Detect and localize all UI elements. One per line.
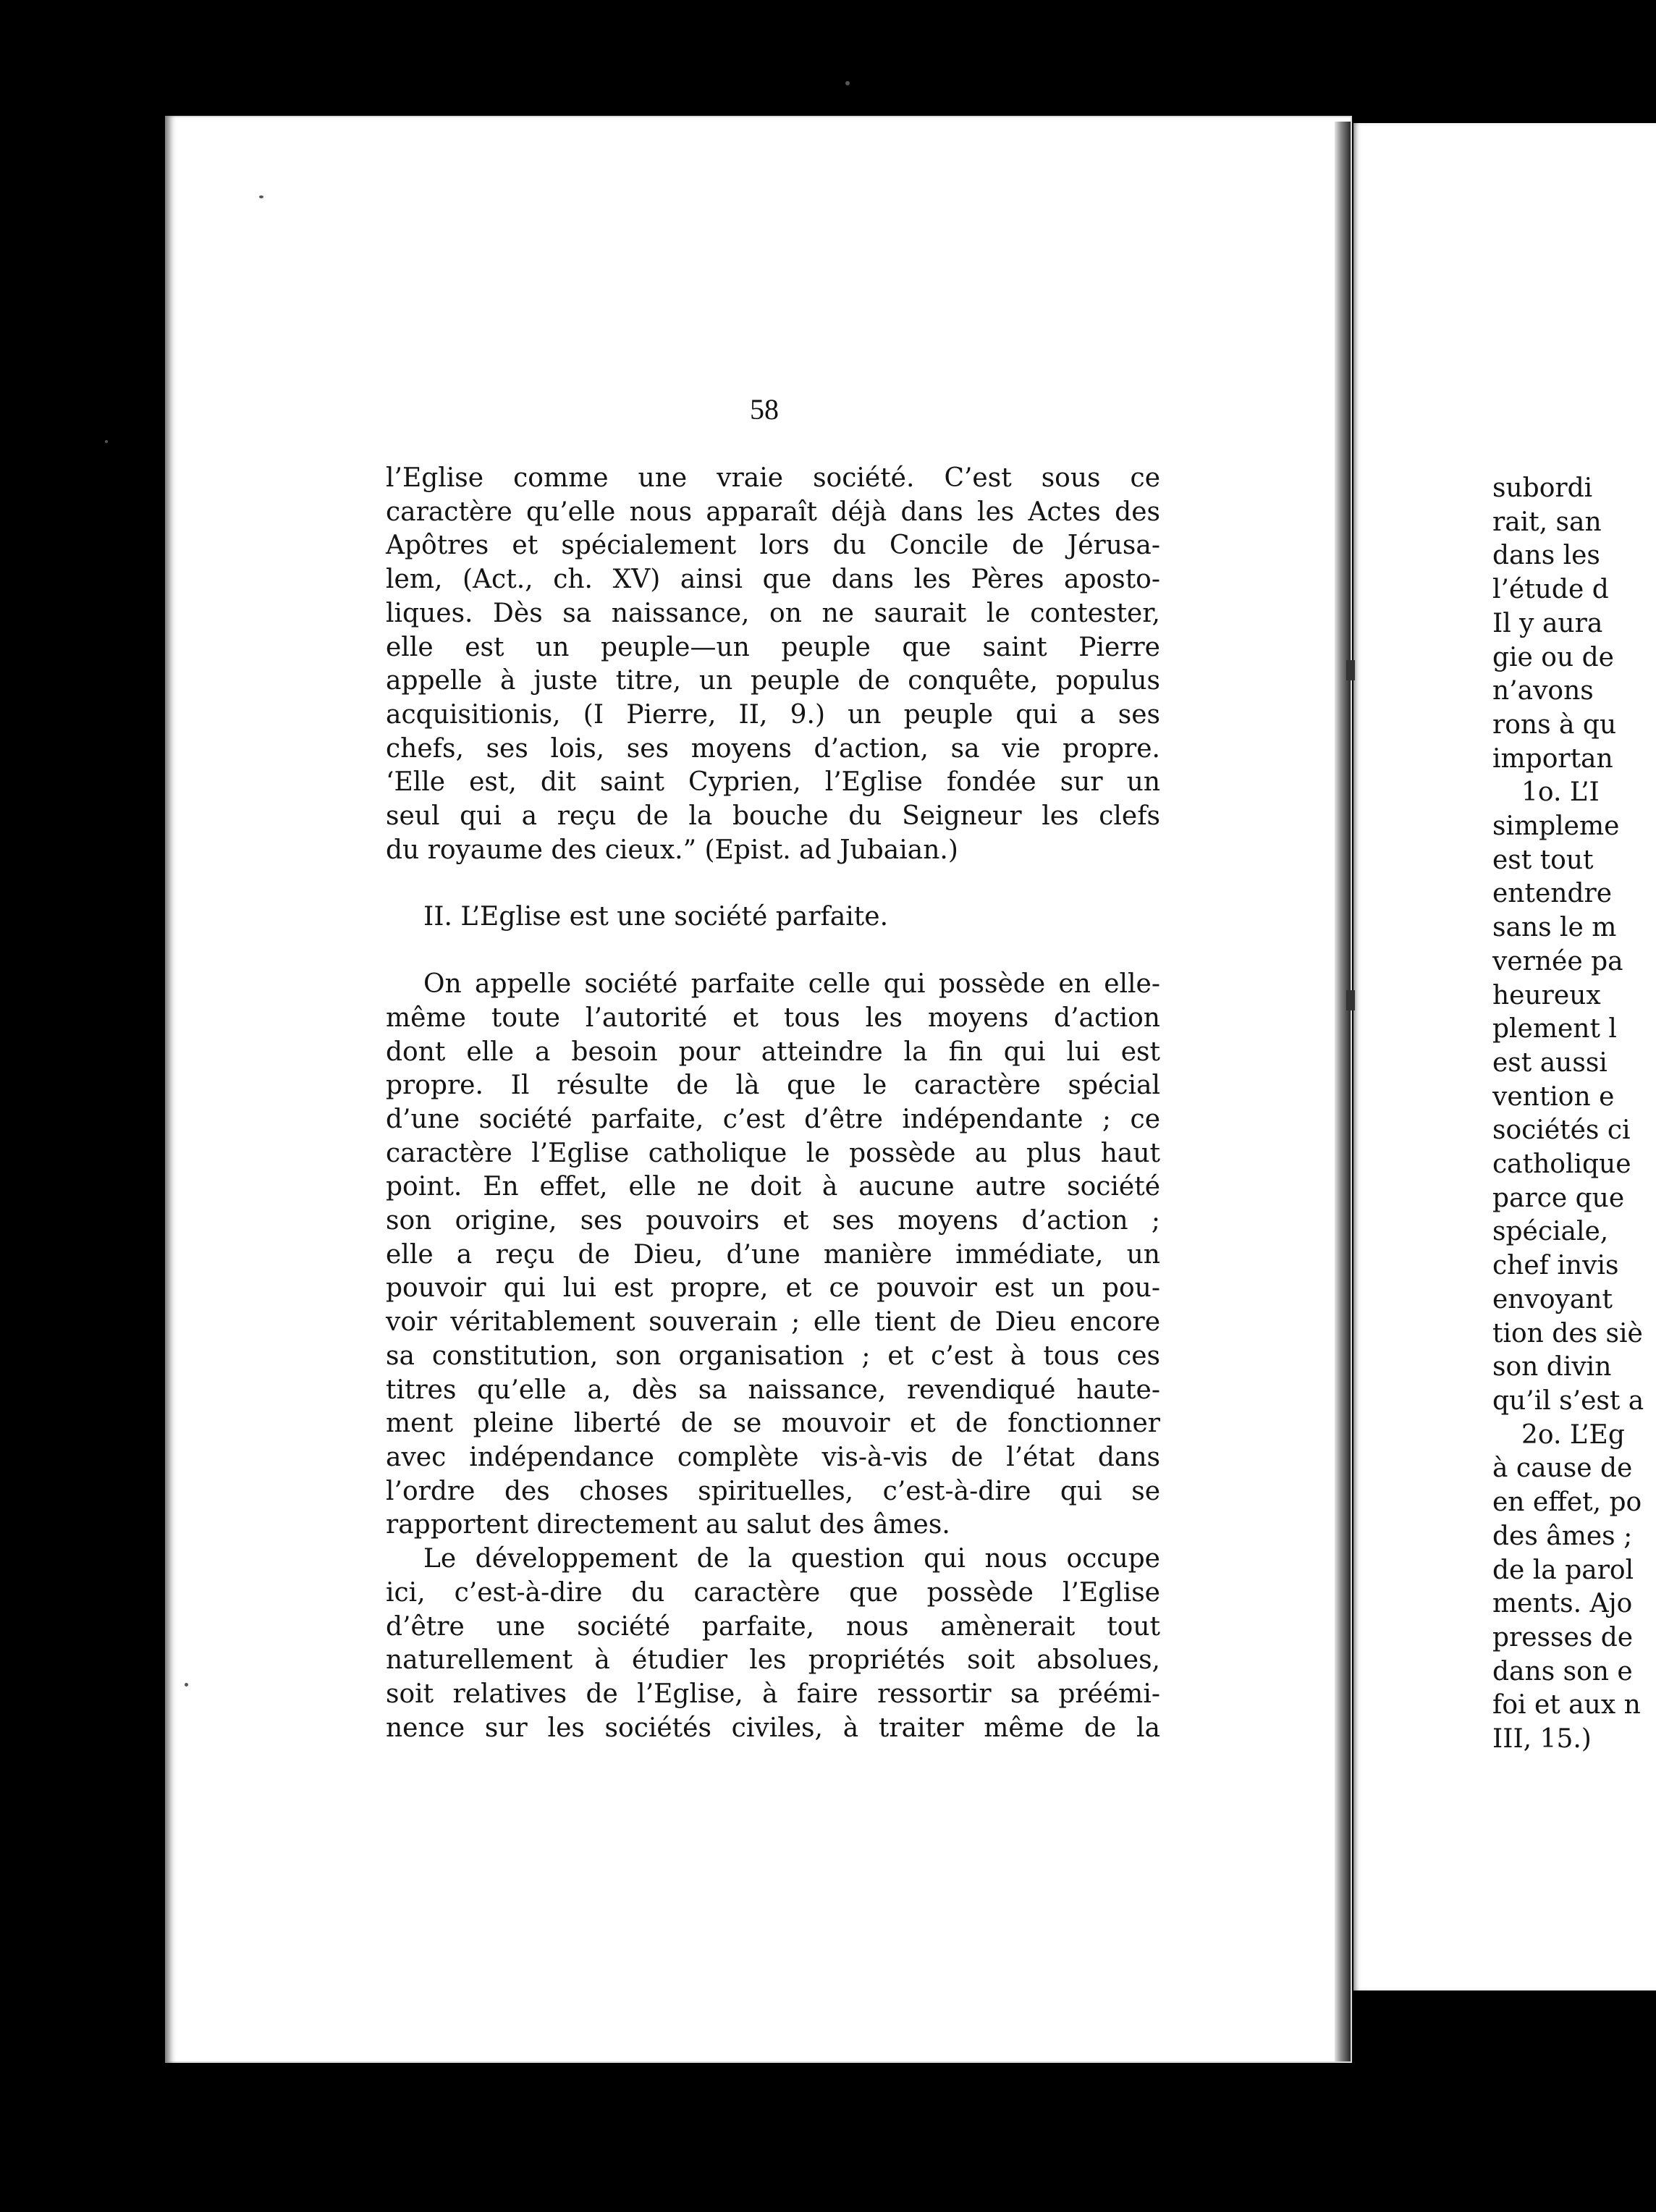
text-line: importan — [1492, 743, 1613, 774]
text-line: est aussi — [1492, 1047, 1608, 1078]
page-crease-mark — [1346, 990, 1355, 1010]
text-line: point. En effet, elle ne doit à aucune autre société — [386, 1172, 1160, 1202]
text-line: presses de — [1492, 1622, 1634, 1652]
text-line: simpleme — [1492, 811, 1620, 842]
text-line: d’être une société parfaite, nous amènerait tout — [386, 1611, 1160, 1642]
text-line: d’une société parfaite, c’est d’être indépendante ; ce — [386, 1104, 1160, 1134]
text-line: ici, c’est-à-dire du caractère que possède l’Eglise — [386, 1577, 1160, 1608]
text-line: dont elle a besoin pour atteindre la fin qui lui est — [386, 1037, 1160, 1067]
text-line: voir véritablement souverain ; elle tient de Dieu encore — [386, 1307, 1160, 1338]
text-line: caractère qu’elle nous apparaît déjà dans les Actes des — [386, 497, 1160, 527]
text-line: elle a reçu de Dieu, d’une manière immédiate, un — [386, 1239, 1160, 1270]
text-line: l’étude d — [1492, 575, 1609, 605]
text-line: lem, (Act., ch. XV) ainsi que dans les Pères aposto- — [386, 565, 1160, 595]
text-line: chefs, ses lois, ses moyens d’action, sa vie propre. — [386, 733, 1160, 764]
text-line: sociétés ci — [1492, 1115, 1631, 1146]
text-line: vernée pa — [1492, 946, 1623, 976]
text-line: à cause de — [1492, 1453, 1633, 1484]
text-line: rapportent directement au salut des âmes. — [386, 1510, 950, 1540]
scan-speck — [185, 1683, 188, 1687]
scan-speck — [259, 195, 263, 198]
text-line: avec indépendance complète vis-à-vis de l’état dans — [386, 1442, 1160, 1472]
text-line: dans les — [1492, 541, 1600, 571]
text-line: plement l — [1492, 1014, 1617, 1044]
text-line: de la parol — [1492, 1555, 1634, 1585]
text-line: propre. Il résulte de là que le caractère spécial — [386, 1071, 1160, 1101]
left-page-text — [386, 462, 1160, 1745]
text-line: ments. Ajo — [1492, 1589, 1633, 1619]
text-line: Le développement de la question qui nous occupe — [423, 1544, 1160, 1574]
text-line: gie ou de — [1492, 642, 1614, 672]
text-line: caractère l’Eglise catholique le possède au plus haut — [386, 1138, 1160, 1168]
text-line: appelle à juste titre, un peuple de conquête, populus — [386, 666, 1160, 696]
page-number: 58 — [750, 393, 779, 426]
text-line: elle est un peuple—un peuple que saint Pierre — [386, 632, 1160, 662]
text-line: III, 15.) — [1492, 1724, 1592, 1755]
text-line: pouvoir qui lui est propre, et ce pouvoir est un pou- — [386, 1273, 1160, 1304]
paragraph-gap — [386, 867, 1160, 900]
text-line: liques. Dès sa naissance, on ne saurait le contester, — [386, 598, 1160, 628]
page-crease-mark — [1346, 660, 1355, 680]
text-line: 1o. L’I — [1521, 777, 1600, 808]
text-line: catholique — [1492, 1149, 1631, 1180]
text-line: On appelle société parfaite celle qui possède en elle- — [423, 969, 1160, 1000]
text-line: Il y aura — [1492, 608, 1603, 638]
text-line: foi et aux n — [1492, 1690, 1641, 1721]
text-line: titres qu’elle a, dès sa naissance, revendiqué haute- — [386, 1375, 1160, 1405]
text-line: spéciale, — [1492, 1217, 1609, 1247]
text-line: n’avons — [1492, 676, 1594, 706]
text-line: l’Eglise comme une vraie société. C’est sous ce — [386, 463, 1160, 493]
text-line: même toute l’autorité et tous les moyens d’action — [386, 1002, 1160, 1033]
text-line: dans son e — [1492, 1656, 1633, 1687]
text-line: rons à qu — [1492, 709, 1617, 740]
text-line: est tout — [1492, 845, 1594, 875]
text-line: qu’il s’est a — [1492, 1385, 1644, 1416]
text-line: seul qui a reçu de la bouche du Seigneur les clefs — [386, 801, 1160, 832]
text-line: 2o. L’Eg — [1521, 1419, 1625, 1450]
text-line: en effet, po — [1492, 1487, 1642, 1518]
text-line: entendre — [1492, 879, 1613, 909]
text-line: naturellement à étudier les propriétés soit absolues, — [386, 1645, 1160, 1676]
text-line: soit relatives de l’Eglise, à faire ressortir sa préémi- — [386, 1679, 1160, 1709]
text-line: acquisitionis, (I Pierre, II, 9.) un peuple qui a ses — [386, 699, 1160, 730]
text-line: son origine, ses pouvoirs et ses moyens d’action ; — [386, 1206, 1160, 1236]
text-line: envoyant — [1492, 1284, 1613, 1314]
text-line: chef invis — [1492, 1251, 1619, 1281]
text-line: des âmes ; — [1492, 1521, 1633, 1551]
text-line: du royaume des cieux.” (Epist. ad Jubaian.) — [386, 835, 958, 865]
text-line: nence sur les sociétés civiles, à traiter même de la — [386, 1713, 1160, 1743]
text-line: ment pleine liberté de se mouvoir et de fonctionner — [386, 1409, 1160, 1439]
text-line: sans le m — [1492, 913, 1617, 943]
text-line: subordi — [1492, 473, 1593, 503]
text-line: vention e — [1492, 1081, 1615, 1112]
text-line: rait, san — [1492, 507, 1602, 537]
book-gutter — [1335, 122, 1351, 2061]
text-line: tion des siè — [1492, 1318, 1643, 1348]
text-line: son divin — [1492, 1352, 1612, 1382]
text-line: ‘Elle est, dit saint Cyprien, l’Eglise fondée sur un — [386, 767, 1160, 798]
text-line: l’ordre des choses spirituelles, c’est-à-dire qui se — [386, 1476, 1160, 1506]
section-heading: II. L’Eglise est une société parfaite. — [423, 902, 889, 932]
text-line: heureux — [1492, 980, 1601, 1010]
right-page-text — [1492, 472, 1644, 1757]
paragraph-gap — [386, 934, 1160, 968]
text-line: sa constitution, son organisation ; et c’est à tous ces — [386, 1341, 1160, 1371]
text-line: parce que — [1492, 1183, 1625, 1213]
scan-speck — [105, 440, 108, 443]
text-line: Apôtres et spécialement lors du Concile de Jérusa- — [386, 531, 1160, 561]
scan-speck — [845, 81, 850, 85]
